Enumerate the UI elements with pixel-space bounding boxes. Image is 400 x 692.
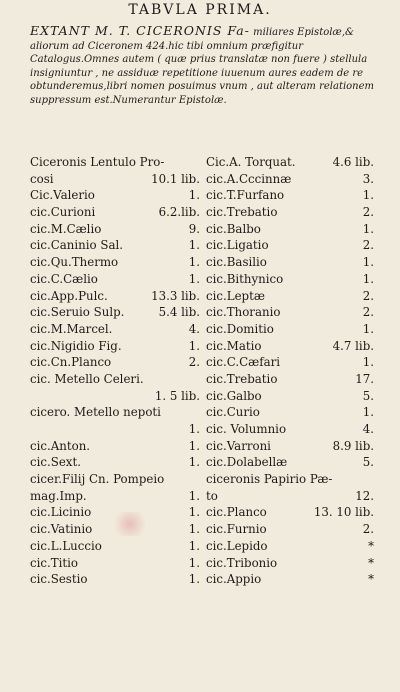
index-entry — [206, 555, 374, 572]
entry-count: 1. — [188, 572, 200, 587]
index-entry — [206, 538, 374, 555]
entry-count: 1. — [188, 255, 200, 270]
entry-name: cic.Trebatio — [206, 371, 278, 386]
entry-count: 6.2.lib. — [158, 205, 200, 220]
intro-body: miliares Epistolæ,& aliorum ad Ciceronem 424.hic tibi omnium præfigitur Catalogus.Omnes autem ( quæ prius translatæ non fuere ) stellula insigniuntur , ne assiduæ repetitione iuuenum aures eadem de re obtunderemus,libri nomen posuimus vnum , aut alteram relationem suppressum est.Numerantur Epistolæ. — [30, 27, 375, 106]
entry-name: cicer.Filij Cn. Pompeio — [30, 472, 165, 487]
index-entry — [206, 438, 374, 455]
entry-count: 1. — [188, 455, 200, 470]
index-entry — [30, 454, 200, 471]
entry-name: cic.Domitio — [206, 321, 274, 336]
entry-count: 2. — [362, 238, 374, 253]
entry-count: 1. — [188, 271, 200, 286]
entry-count: 1. — [188, 555, 200, 570]
entry-name: cic. Metello Celeri. — [30, 371, 144, 386]
index-entry — [206, 354, 374, 371]
entry-name: Ciceronis Lentulo Pro- — [30, 155, 165, 169]
index-entry — [206, 304, 374, 321]
entry-count: 10.1 lib. — [151, 171, 200, 186]
entry-name: cic.Galbo — [206, 388, 262, 403]
running-head: TABVLA PRIMA. — [128, 2, 272, 18]
entry-count: 8.9 lib. — [332, 438, 374, 453]
index-entry — [206, 288, 374, 305]
entry-count: 1. — [188, 238, 200, 253]
entry-count: 4.6 lib. — [332, 155, 374, 169]
entry-name: cic.M.Cælio — [30, 221, 102, 236]
entry-name: cic.Nigidio Fig. — [30, 338, 122, 353]
entry-name: cic.Thoranio — [206, 305, 281, 320]
entry-name: cic.Bithynico — [206, 271, 284, 286]
index-entry — [30, 321, 200, 338]
entry-name: to — [206, 488, 218, 503]
entry-name: cic.C.Cæfari — [206, 355, 281, 370]
right-index-column — [206, 154, 374, 588]
entry-count: 4.7 lib. — [332, 338, 374, 353]
entry-name: cic.Basilio — [206, 255, 267, 270]
index-entry — [30, 204, 200, 221]
index-entry — [30, 555, 200, 572]
entry-name: Cic.A. Torquat. — [206, 155, 296, 169]
index-entry — [206, 154, 374, 171]
index-entry — [30, 471, 200, 488]
intro-paragraph — [30, 24, 378, 107]
entry-name: cic.Lepido — [206, 538, 268, 553]
index-entry — [30, 221, 200, 238]
index-entry — [30, 388, 200, 405]
entry-name: cic.Caninio Sal. — [30, 238, 124, 253]
entry-count: * — [368, 572, 374, 587]
index-entry — [206, 471, 374, 488]
entry-count: 12. — [355, 488, 374, 503]
entry-name: cic.A.Cccinnæ — [206, 171, 292, 186]
index-entry — [206, 421, 374, 438]
entry-name: cic.Anton. — [30, 438, 91, 453]
entry-count: 1. — [188, 538, 200, 553]
entry-count: 1. — [188, 188, 200, 203]
entry-count: 1. — [188, 505, 200, 520]
entry-name: mag.Imp. — [30, 488, 87, 503]
index-entry — [30, 254, 200, 271]
entry-count: * — [368, 555, 374, 570]
entry-name: cic.L.Luccio — [30, 538, 102, 553]
entry-name: cic.Ligatio — [206, 238, 269, 253]
index-entry — [30, 271, 200, 288]
index-entry — [30, 354, 200, 371]
entry-name: cic.Qu.Thermo — [30, 255, 119, 270]
index-entry — [206, 504, 374, 521]
entry-count: 2. — [362, 205, 374, 220]
index-entry — [30, 421, 200, 438]
entry-count: 4. — [188, 321, 200, 336]
entry-count: 1. — [188, 488, 200, 503]
ink-stain — [110, 512, 150, 536]
index-entry — [206, 388, 374, 405]
index-entry — [30, 187, 200, 204]
entry-count: 1. — [188, 422, 200, 436]
entry-count: 2. — [362, 288, 374, 303]
entry-count: * — [368, 538, 374, 553]
entry-count: 1. — [188, 338, 200, 353]
index-entry — [206, 204, 374, 221]
index-entry — [206, 254, 374, 271]
intro-lead: EXTANT M. T. CICERONIS Fa- — [30, 23, 250, 38]
entry-count: 2. — [362, 305, 374, 320]
entry-name: cic.Planco — [206, 505, 267, 520]
entry-name: cic.Matio — [206, 338, 262, 353]
entry-count: 1. — [362, 405, 374, 420]
entry-name: cic.Trebatio — [206, 205, 278, 220]
index-entry — [206, 454, 374, 471]
entry-count: 1. — [362, 321, 374, 336]
entry-name: Cic.Valerio — [30, 188, 95, 203]
index-entry — [206, 488, 374, 505]
entry-count: 1. 5 lib. — [154, 388, 200, 403]
index-entry — [206, 221, 374, 238]
index-entry — [30, 538, 200, 555]
entry-name: cic.App.Pulc. — [30, 288, 108, 303]
entry-name: cic.Varroni — [206, 438, 271, 453]
index-entry — [206, 404, 374, 421]
entry-name: cic.Appio — [206, 572, 262, 587]
entry-count: 1. — [362, 271, 374, 286]
entry-count: 5.4 lib. — [158, 305, 200, 320]
index-entry — [30, 237, 200, 254]
entry-count: 9. — [188, 221, 200, 236]
index-entry — [206, 237, 374, 254]
entry-name: cosi — [30, 171, 54, 186]
entry-name: cic.Licinio — [30, 505, 92, 520]
index-entry — [30, 154, 200, 171]
entry-name: cic.Titio — [30, 555, 78, 570]
entry-name: cic.Sestio — [30, 572, 88, 587]
entry-name: cic.C.Cælio — [30, 271, 98, 286]
entry-count: 1. — [362, 255, 374, 270]
entry-count: 1. — [362, 188, 374, 203]
entry-name: cic.Cn.Planco — [30, 355, 112, 370]
entry-name: cic.T.Furfano — [206, 188, 285, 203]
entry-name: cic.Furnio — [206, 522, 267, 537]
entry-name: cicero. Metello nepoti — [30, 405, 161, 420]
entry-count: 13. 10 lib. — [313, 505, 374, 520]
index-entry — [206, 321, 374, 338]
index-entry — [206, 187, 374, 204]
entry-count: 17. — [355, 371, 374, 386]
entry-count: 4. — [362, 422, 374, 436]
index-entry — [206, 271, 374, 288]
entry-count: 1. — [188, 522, 200, 537]
entry-name: cic.M.Marcel. — [30, 321, 113, 336]
index-entry — [30, 171, 200, 188]
entry-count: 1. — [362, 221, 374, 236]
index-entry — [30, 304, 200, 321]
entry-count: 5. — [362, 455, 374, 470]
index-entry — [30, 488, 200, 505]
entry-count: 3. — [362, 171, 374, 186]
entry-count: 1. — [362, 355, 374, 370]
entry-name: ciceronis Papirio Pæ- — [206, 472, 333, 487]
entry-name: cic.Tribonio — [206, 555, 278, 570]
index-entry — [30, 288, 200, 305]
entry-count: 1. — [188, 438, 200, 453]
index-entry — [30, 371, 200, 388]
entry-name: cic.Seruio Sulp. — [30, 305, 125, 320]
entry-name: cic.Vatinio — [30, 522, 93, 537]
index-entry — [206, 521, 374, 538]
index-entry — [206, 571, 374, 588]
entry-name: cic.Curioni — [30, 205, 96, 220]
entry-name: cic. Volumnio — [206, 422, 287, 436]
index-entry — [206, 338, 374, 355]
entry-count: 13.3 lib. — [151, 288, 200, 303]
index-entry — [30, 404, 200, 421]
entry-name: cic.Dolabellæ — [206, 455, 288, 470]
entry-name: cic.Sext. — [30, 455, 81, 470]
index-entry — [30, 338, 200, 355]
entry-name: cic.Curio — [206, 405, 260, 420]
index-entry — [30, 571, 200, 588]
entry-name: cic.Balbo — [206, 221, 261, 236]
entry-count: 5. — [362, 388, 374, 403]
entry-count: 2. — [362, 522, 374, 537]
index-entry — [30, 438, 200, 455]
entry-count: 2. — [188, 355, 200, 370]
entry-name: cic.Leptæ — [206, 288, 265, 303]
index-entry — [206, 371, 374, 388]
index-entry — [206, 171, 374, 188]
